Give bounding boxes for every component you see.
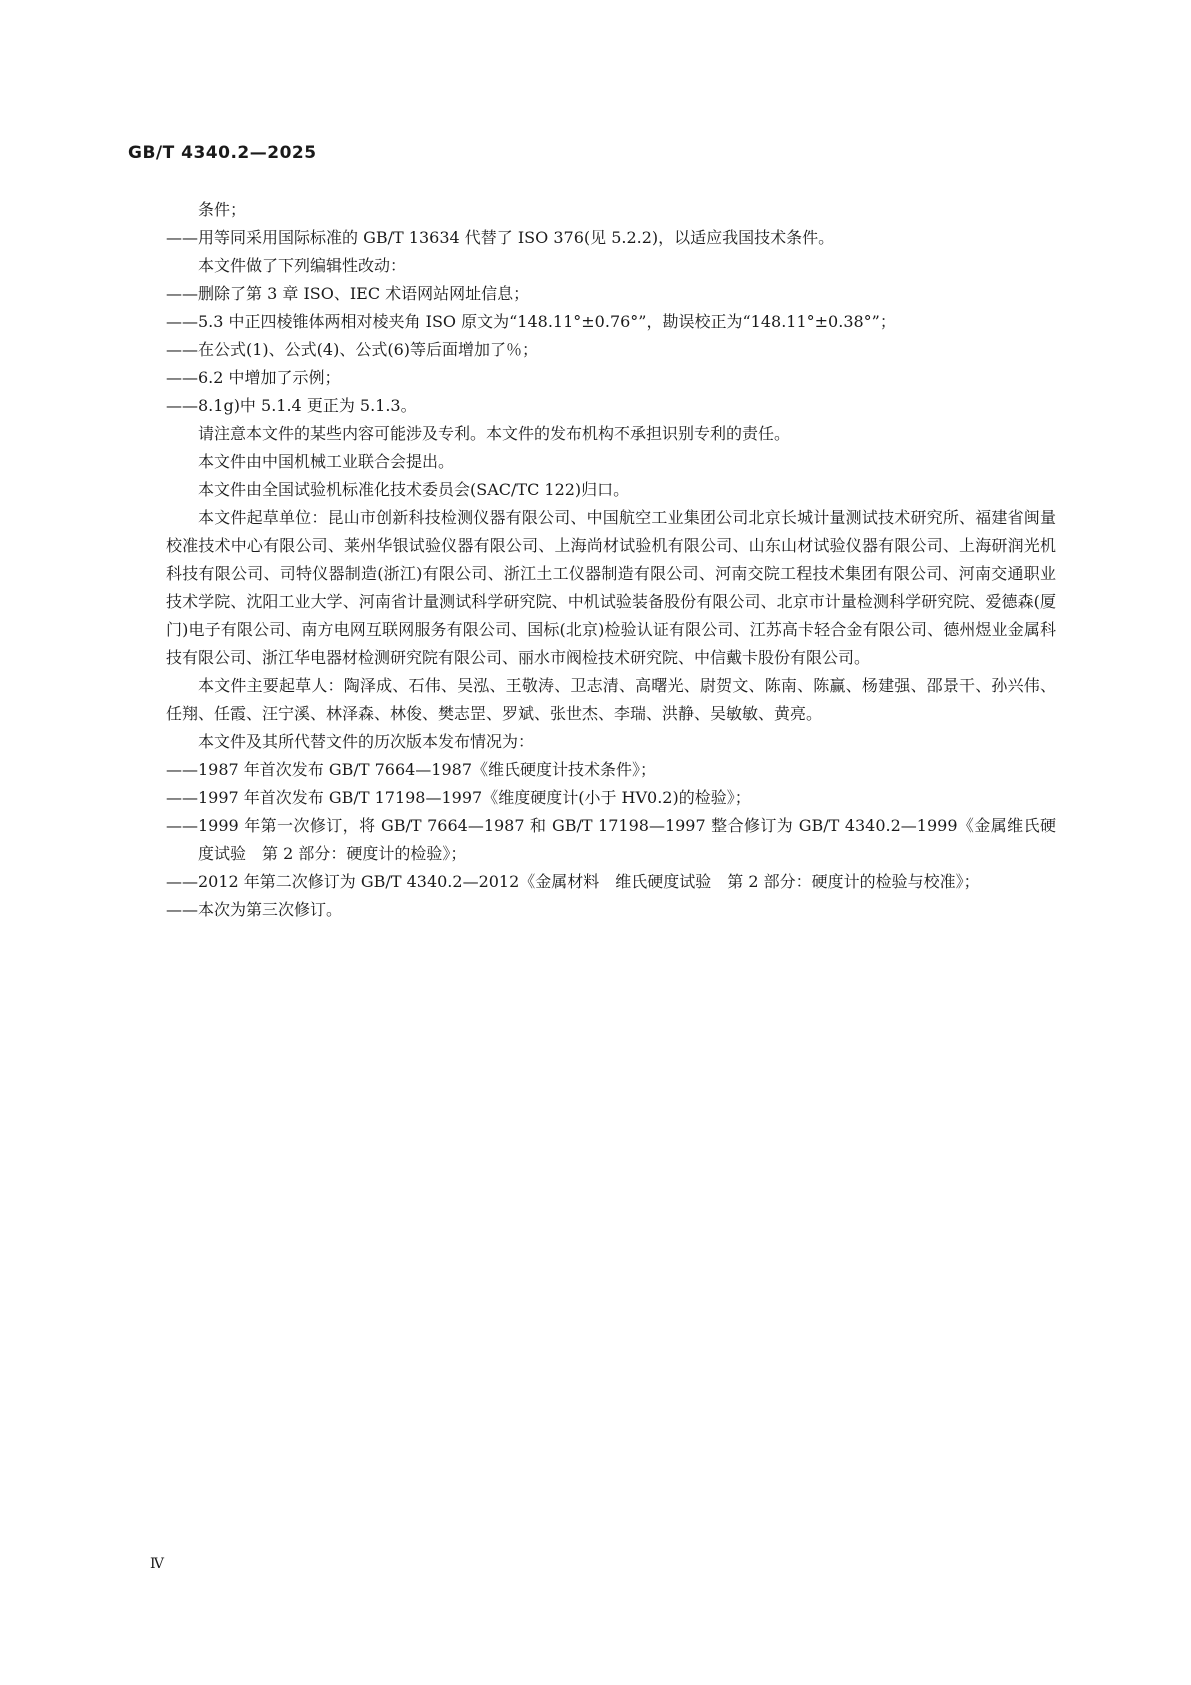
standard-number-header: GB/T 4340.2—2025 [128,143,317,163]
list-item-dash: ——删除了第 3 章 ISO、IEC 术语网站网址信息； [166,284,530,303]
history-item: ——1999 年第一次修订，将 GB/T 7664—1987 和 GB/T 17198—1997 整合修订为 GB/T 4340.2—1999《金属维氏硬度试验 第 2 部分：硬度计的检验》； [166,816,1056,863]
list-item-dash: ——6.2 中增加了示例； [166,368,341,387]
list-item-dash: ——5.3 中正四棱锥体两相对棱夹角 ISO 原文为“148.11°±0.76°”，勘误校正为“148.11°±0.38°”； [166,312,896,331]
proposer-statement: 本文件由中国机械工业联合会提出。 [198,452,455,471]
page-number: Ⅳ [150,1556,164,1572]
list-item-dash: ——8.1g)中 5.1.4 更正为 5.1.3。 [166,396,417,415]
drafters-list: 本文件主要起草人：陶泽成、石伟、吴泓、王敬涛、卫志清、高曙光、尉贺文、陈南、陈赢、杨建强、邵景干、孙兴伟、任翔、任霞、汪宁溪、林泽森、林俊、樊志罡、罗斌、张世杰、李瑞、洪静、吴敏敏、黄亮。 [166,676,1056,723]
history-item: ——1987 年首次发布 GB/T 7664—1987《维氏硬度计技术条件》； [166,760,657,779]
paragraph: 本文件做了下列编辑性改动： [198,256,407,275]
document-body [166,196,1056,924]
history-item: ——本次为第三次修订。 [166,900,343,919]
history-intro: 本文件及其所代替文件的历次版本发布情况为： [198,732,535,751]
committee-statement: 本文件由全国试验机标准化技术委员会(SAC/TC 122)归口。 [198,480,630,499]
history-item: ——1997 年首次发布 GB/T 17198—1997《维度硬度计(小于 HV0.2)的检验》； [166,788,751,807]
paragraph-continuation: 条件； [198,200,247,219]
list-item-dash: ——在公式(1)、公式(4)、公式(6)等后面增加了％； [166,340,538,359]
drafting-units: 本文件起草单位：昆山市创新科技检测仪器有限公司、中国航空工业集团公司北京长城计量测试技术研究所、福建省闽量校准技术中心有限公司、莱州华银试验仪器有限公司、上海尚材试验机有限公司、山东山材试验仪器有限公司、上海研润光机科技有限公司、司特仪器制造(浙江)有限公司、浙江土工仪器制造有限公司、河南交院工程技术集团有限公司、河南交通职业技术学院、沈阳工业大学、河南省计量测试科学研究院、中机试验装备股份有限公司、北京市计量检测科学研究院、爱德森(厦门)电子有限公司、南方电网互联网服务有限公司、国标(北京)检验认证有限公司、江苏高卡轻合金有限公司、德州煜业金属科技有限公司、浙江华电器材检测研究院有限公司、丽水市阀检技术研究院、中信戴卡股份有限公司。 [166,508,1056,667]
patent-notice: 请注意本文件的某些内容可能涉及专利。本文件的发布机构不承担识别专利的责任。 [198,424,791,443]
list-item-dash: ——用等同采用国际标准的 GB/T 13634 代替了 ISO 376(见 5.2.2)，以适应我国技术条件。 [166,228,835,247]
history-item: ——2012 年第二次修订为 GB/T 4340.2—2012《金属材料 维氏硬度试验 第 2 部分：硬度计的检验与校准》； [166,872,980,891]
